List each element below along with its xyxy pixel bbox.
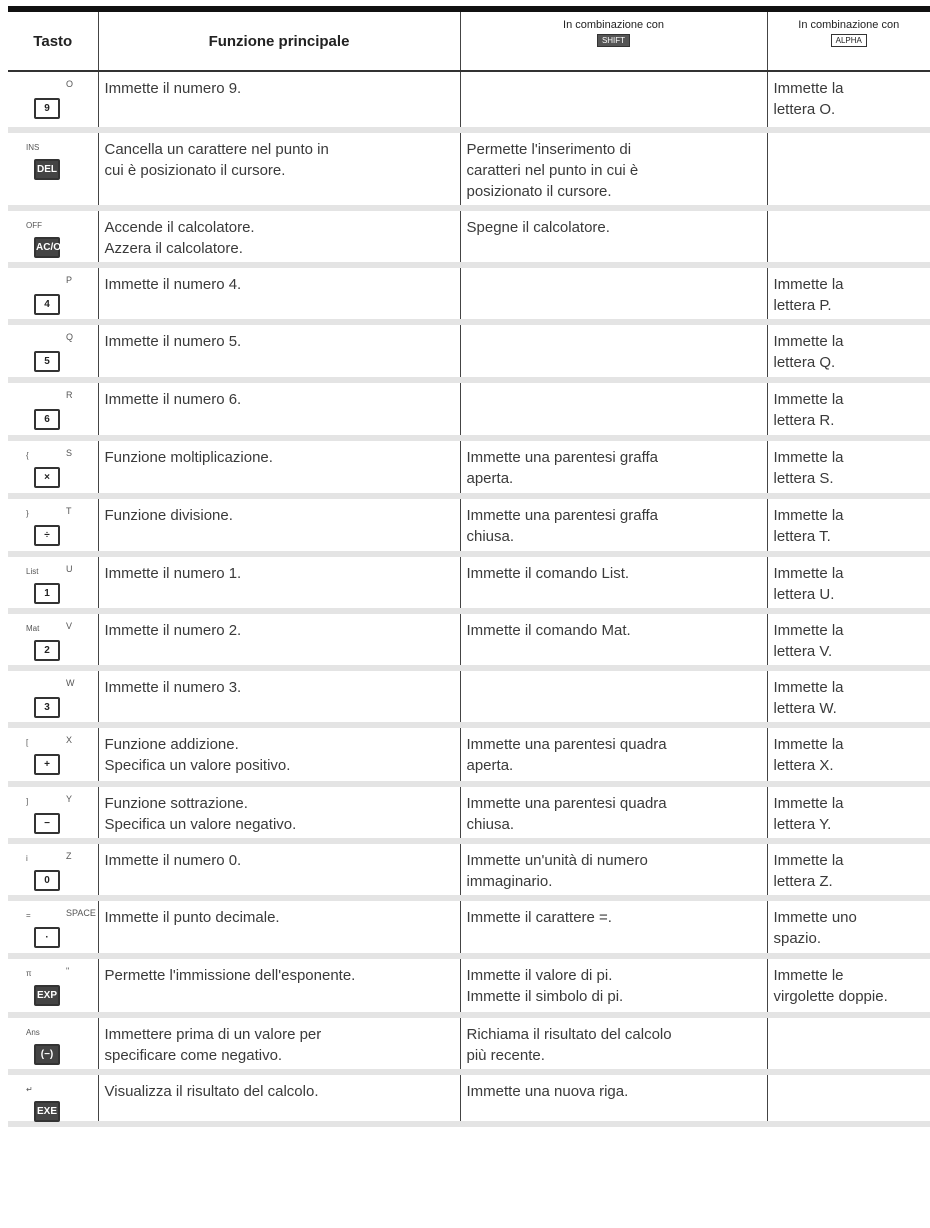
key-alpha-label: Y bbox=[66, 794, 73, 804]
shift-function-cell: Immette il carattere =. bbox=[460, 898, 767, 956]
key-cell bbox=[8, 380, 98, 438]
alpha-key-icon: ALPHA bbox=[831, 34, 867, 47]
key-cell bbox=[8, 611, 98, 668]
key-alpha-label: U bbox=[66, 564, 73, 574]
key-shift-label: ] bbox=[26, 797, 29, 806]
alpha-function-cell bbox=[767, 130, 930, 208]
main-function-cell: Immette il numero 9. bbox=[98, 71, 460, 130]
main-function-cell: Funzione moltiplicazione. bbox=[98, 438, 460, 496]
key-shift-label: } bbox=[26, 509, 29, 518]
main-function-cell: Immette il numero 0. bbox=[98, 841, 460, 898]
table-row bbox=[8, 956, 930, 1015]
key-cell bbox=[8, 130, 98, 208]
key-shift-label: { bbox=[26, 451, 29, 460]
alpha-function-cell: Immette la lettera V. bbox=[767, 611, 930, 668]
main-function-cell: Funzione divisione. bbox=[98, 496, 460, 554]
header-shift-label: In combinazione con bbox=[563, 19, 664, 31]
table-row bbox=[8, 265, 930, 322]
key-cell bbox=[8, 71, 98, 130]
key-shift-label: OFF bbox=[26, 221, 42, 230]
key-icon: EXE bbox=[34, 1101, 60, 1122]
shift-function-cell bbox=[460, 71, 767, 130]
shift-function-cell: Permette l'inserimento di caratteri nel punto in cui è posizionato il cursore. bbox=[460, 130, 767, 208]
key-shift-label: Ans bbox=[26, 1028, 40, 1037]
key-icon: (−) bbox=[34, 1044, 60, 1065]
key-icon: 1 bbox=[34, 583, 60, 604]
main-function-cell: Immettere prima di un valore per specificare come negativo. bbox=[98, 1015, 460, 1072]
key-icon: EXP bbox=[34, 985, 60, 1006]
shift-function-cell: Immette una parentesi quadra chiusa. bbox=[460, 784, 767, 841]
alpha-function-cell bbox=[767, 1072, 930, 1124]
key-cell bbox=[8, 554, 98, 611]
main-function-cell: Immette il numero 1. bbox=[98, 554, 460, 611]
table-header-row bbox=[8, 12, 930, 71]
alpha-function-cell: Immette la lettera P. bbox=[767, 265, 930, 322]
key-icon: 0 bbox=[34, 870, 60, 891]
shift-function-cell: Immette il valore di pi. Immette il simbolo di pi. bbox=[460, 956, 767, 1015]
alpha-function-cell: Immette la lettera Y. bbox=[767, 784, 930, 841]
table-row bbox=[8, 1015, 930, 1072]
key-shift-label: π bbox=[26, 969, 32, 978]
table-row bbox=[8, 1072, 930, 1124]
alpha-function-cell bbox=[767, 208, 930, 265]
main-function-cell: Immette il numero 3. bbox=[98, 668, 460, 725]
header-alpha-label: In combinazione con bbox=[798, 19, 900, 31]
shift-function-cell: Immette una parentesi graffa chiusa. bbox=[460, 496, 767, 554]
key-icon: × bbox=[34, 467, 60, 488]
shift-function-cell: Richiama il risultato del calcolo più recente. bbox=[460, 1015, 767, 1072]
key-shift-label: = bbox=[26, 911, 31, 920]
key-alpha-label: Q bbox=[66, 332, 74, 342]
key-icon: 2 bbox=[34, 640, 60, 661]
table-row bbox=[8, 725, 930, 784]
main-function-cell: Immette il numero 5. bbox=[98, 322, 460, 380]
key-shift-label: INS bbox=[26, 143, 40, 152]
table-row bbox=[8, 208, 930, 265]
alpha-function-cell: Immette la lettera T. bbox=[767, 496, 930, 554]
main-function-cell: Immette il numero 2. bbox=[98, 611, 460, 668]
shift-key-icon: SHIFT bbox=[597, 34, 630, 47]
table-row bbox=[8, 496, 930, 554]
main-function-cell: Accende il calcolatore. Azzera il calcolatore. bbox=[98, 208, 460, 265]
key-cell bbox=[8, 956, 98, 1015]
main-function-cell: Permette l'immissione dell'esponente. bbox=[98, 956, 460, 1015]
key-cell bbox=[8, 496, 98, 554]
key-cell bbox=[8, 784, 98, 841]
key-icon: ÷ bbox=[34, 525, 60, 546]
key-icon: 4 bbox=[34, 294, 60, 315]
key-icon: − bbox=[34, 813, 60, 834]
table-row bbox=[8, 130, 930, 208]
table-row bbox=[8, 611, 930, 668]
key-alpha-label: W bbox=[66, 678, 75, 688]
key-icon: · bbox=[34, 927, 60, 948]
key-alpha-label: SPACE bbox=[66, 908, 96, 918]
key-function-table bbox=[8, 12, 930, 1127]
key-alpha-label: V bbox=[66, 621, 73, 631]
header-key: Tasto bbox=[8, 12, 98, 71]
shift-function-cell: Immette un'unità di numero immaginario. bbox=[460, 841, 767, 898]
shift-function-cell bbox=[460, 265, 767, 322]
shift-function-cell: Immette una parentesi graffa aperta. bbox=[460, 438, 767, 496]
key-alpha-label: O bbox=[66, 79, 74, 89]
table-row bbox=[8, 784, 930, 841]
key-cell bbox=[8, 1072, 98, 1124]
key-shift-label: Mat bbox=[26, 624, 40, 633]
table-row bbox=[8, 898, 930, 956]
key-alpha-label: P bbox=[66, 275, 73, 285]
key-cell bbox=[8, 265, 98, 322]
key-cell bbox=[8, 1015, 98, 1072]
main-function-cell: Visualizza il risultato del calcolo. bbox=[98, 1072, 460, 1124]
alpha-function-cell: Immette la lettera R. bbox=[767, 380, 930, 438]
alpha-function-cell bbox=[767, 1015, 930, 1072]
table-row bbox=[8, 322, 930, 380]
table-row bbox=[8, 438, 930, 496]
header-shift-combination bbox=[460, 12, 767, 71]
alpha-function-cell: Immette uno spazio. bbox=[767, 898, 930, 956]
key-icon: DEL bbox=[34, 159, 60, 180]
key-alpha-label: R bbox=[66, 390, 73, 400]
main-function-cell: Funzione addizione. Specifica un valore positivo. bbox=[98, 725, 460, 784]
key-shift-label: i bbox=[26, 854, 28, 863]
key-alpha-label: S bbox=[66, 448, 73, 458]
alpha-function-cell: Immette la lettera X. bbox=[767, 725, 930, 784]
table-row bbox=[8, 554, 930, 611]
main-function-cell: Funzione sottrazione. Specifica un valore negativo. bbox=[98, 784, 460, 841]
key-shift-label: List bbox=[26, 567, 39, 576]
alpha-function-cell: Immette la lettera Q. bbox=[767, 322, 930, 380]
key-icon: 3 bbox=[34, 697, 60, 718]
shift-function-cell bbox=[460, 322, 767, 380]
main-function-cell: Immette il punto decimale. bbox=[98, 898, 460, 956]
table-row bbox=[8, 71, 930, 130]
shift-function-cell: Immette una nuova riga. bbox=[460, 1072, 767, 1124]
shift-function-cell: Immette il comando List. bbox=[460, 554, 767, 611]
shift-function-cell: Spegne il calcolatore. bbox=[460, 208, 767, 265]
alpha-function-cell: Immette la lettera O. bbox=[767, 71, 930, 130]
main-function-cell: Cancella un carattere nel punto in cui è posizionato il cursore. bbox=[98, 130, 460, 208]
key-alpha-label: Z bbox=[66, 851, 72, 861]
alpha-function-cell: Immette la lettera Z. bbox=[767, 841, 930, 898]
key-alpha-label: X bbox=[66, 735, 73, 745]
key-cell bbox=[8, 898, 98, 956]
table-row bbox=[8, 380, 930, 438]
table-row bbox=[8, 668, 930, 725]
main-function-cell: Immette il numero 4. bbox=[98, 265, 460, 322]
main-function-cell: Immette il numero 6. bbox=[98, 380, 460, 438]
key-cell bbox=[8, 668, 98, 725]
shift-function-cell bbox=[460, 380, 767, 438]
table-row bbox=[8, 841, 930, 898]
key-alpha-label: " bbox=[66, 966, 70, 976]
header-alpha-combination bbox=[767, 12, 930, 71]
key-cell bbox=[8, 208, 98, 265]
key-icon: AC/ON bbox=[34, 237, 60, 258]
key-cell bbox=[8, 322, 98, 380]
key-cell bbox=[8, 725, 98, 784]
alpha-function-cell: Immette la lettera U. bbox=[767, 554, 930, 611]
key-cell bbox=[8, 841, 98, 898]
shift-function-cell bbox=[460, 668, 767, 725]
key-shift-label: ↵ bbox=[26, 1085, 33, 1094]
alpha-function-cell: Immette la lettera W. bbox=[767, 668, 930, 725]
key-icon: + bbox=[34, 754, 60, 775]
key-icon: 6 bbox=[34, 409, 60, 430]
key-cell bbox=[8, 438, 98, 496]
key-icon: 5 bbox=[34, 351, 60, 372]
shift-function-cell: Immette una parentesi quadra aperta. bbox=[460, 725, 767, 784]
key-alpha-label: T bbox=[66, 506, 72, 516]
key-shift-label: [ bbox=[26, 738, 29, 747]
shift-function-cell: Immette il comando Mat. bbox=[460, 611, 767, 668]
key-icon: 9 bbox=[34, 98, 60, 119]
alpha-function-cell: Immette le virgolette doppie. bbox=[767, 956, 930, 1015]
alpha-function-cell: Immette la lettera S. bbox=[767, 438, 930, 496]
header-main-function: Funzione principale bbox=[98, 12, 460, 71]
